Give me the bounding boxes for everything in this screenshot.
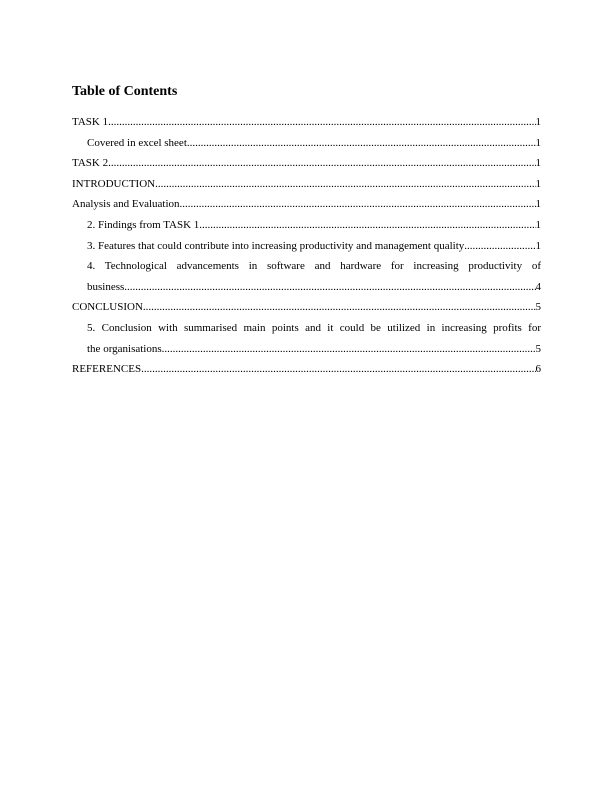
toc-page-number: 1 [535, 218, 541, 231]
dot-leader [108, 112, 535, 133]
toc-entry-features-productivity[interactable] [72, 236, 541, 257]
toc-page-number: 1 [535, 177, 541, 190]
toc-entry-task-2[interactable] [72, 153, 541, 174]
dot-leader [124, 277, 535, 298]
dot-leader [155, 174, 535, 195]
toc-page-number: 1 [535, 239, 541, 252]
toc-entry-label-line-2: the organisations [87, 342, 162, 355]
toc-entry-references[interactable] [72, 359, 541, 380]
dot-leader [180, 194, 536, 215]
toc-entry-label: 3. Features that could contribute into increasing productivity and management quality [87, 239, 465, 252]
toc-entry-covered-in-excel-sheet[interactable] [72, 133, 541, 154]
toc-entry-label: REFERENCES [72, 363, 142, 376]
dot-leader [464, 236, 535, 257]
dot-leader [199, 215, 535, 236]
toc-list [72, 112, 541, 380]
toc-entry-label: INTRODUCTION [72, 177, 156, 190]
dot-leader [187, 133, 536, 154]
toc-entry-label: Analysis and Evaluation [72, 198, 180, 211]
toc-page-number: 1 [535, 116, 541, 128]
toc-entry-label: 2. Findings from TASK 1 [87, 218, 200, 231]
toc-entry-label-line-1: 5. Conclusion with summarised main points and it could be utilized in increasing profits for [87, 321, 541, 334]
toc-entry-introduction[interactable] [72, 174, 541, 195]
toc-page-number: 5 [535, 342, 541, 355]
toc-entry-label: CONCLUSION [72, 301, 143, 314]
toc-heading: Table of Contents [72, 84, 178, 99]
toc-page-number: 5 [535, 301, 541, 314]
dot-leader [162, 339, 536, 360]
dot-leader [143, 297, 536, 318]
toc-entry-analysis-and-evaluation[interactable] [72, 194, 541, 215]
toc-entry-label: TASK 2 [72, 157, 109, 170]
toc-page-number: 1 [535, 198, 541, 211]
toc-entry-conclusion-summary[interactable] [72, 318, 541, 359]
toc-entry-label: Covered in excel sheet [87, 136, 187, 149]
toc-page-number: 4 [535, 280, 541, 293]
toc-entry-technological-advancements[interactable] [72, 256, 541, 297]
toc-entry-label: TASK 1 [72, 116, 109, 128]
toc-page-number: 1 [535, 157, 541, 170]
toc-entry-conclusion[interactable] [72, 297, 541, 318]
toc-entry-label-line-2: business [87, 280, 125, 293]
toc-page-number: 6 [535, 363, 541, 376]
toc-entry-label-line-1: 4. Technological advancements in software and hardware for increasing productivity of [87, 260, 541, 273]
dot-leader [141, 359, 535, 380]
dot-leader [108, 153, 535, 174]
toc-entry-findings-from-task-1[interactable] [72, 215, 541, 236]
toc-entry-task-1[interactable] [72, 112, 541, 133]
toc-page-number: 1 [535, 136, 541, 149]
